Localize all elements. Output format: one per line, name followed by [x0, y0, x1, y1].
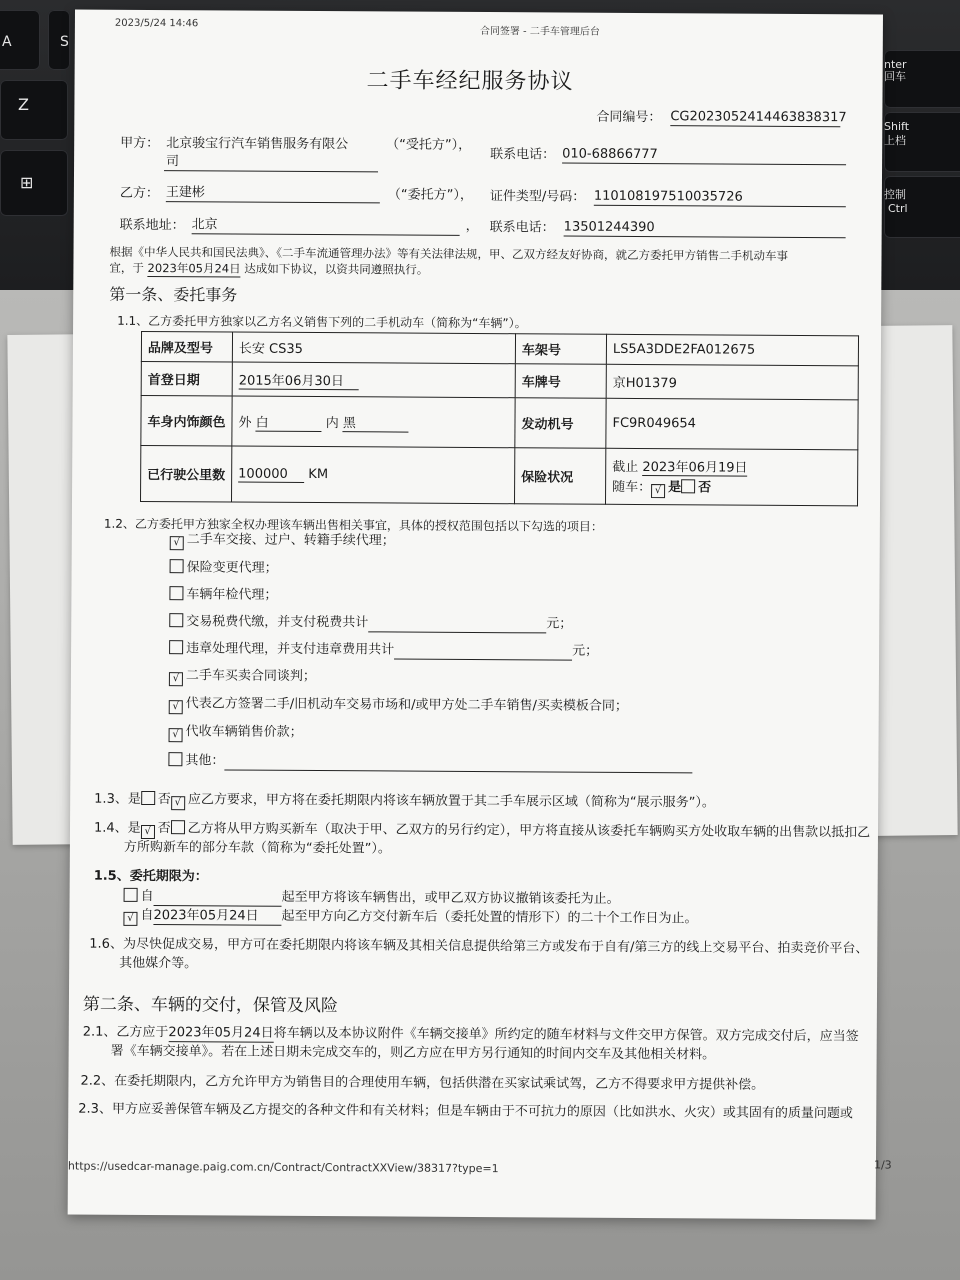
clause-1-3-no-label: 否: [157, 792, 171, 808]
party-a-label: 甲方：: [120, 135, 160, 152]
mileage-unit: KM: [308, 466, 329, 482]
key-win: [0, 150, 68, 216]
clause-1-2: 1.2、乙方委托甲方独家全权办理该车辆出售相关事宜，具体的授权范围包括以下勾选的项目：: [103, 516, 603, 534]
clause-1-4-text: 乙方将从甲方购买新车（取决于甲、乙双方的另行约定），甲方将直接从该委托车辆购买方处收取车辆的出售款以抵扣乙: [187, 821, 871, 841]
intro-line-2: [109, 260, 428, 279]
option-sign-contract-checkbox[interactable]: [169, 700, 183, 714]
clause-1-4-no-label: 否: [157, 821, 171, 837]
clause-1-3: [94, 791, 715, 814]
mileage-value: 100000: [238, 466, 304, 482]
insurance-until-label: 截止: [612, 459, 639, 475]
party-b-label: 乙方：: [119, 185, 159, 202]
print-timestamp: 2023/5/24 14:46: [114, 17, 199, 30]
insurance-no-checkbox[interactable]: [681, 479, 695, 493]
address-comma: ，: [465, 218, 479, 235]
option-transfer-label: 二手车交接、过户、转籍手续代理；: [186, 532, 395, 549]
clause-2-1-cont: 署《车辆交接单》。若在上述日期未完成交车的，则乙方应在甲方另行通知的时间内交车及其他相关材料。: [110, 1043, 716, 1063]
key-enter-label-cn: 回车: [884, 70, 906, 83]
address-value: 北京: [192, 217, 460, 236]
party-b-name: 王建彬: [166, 185, 380, 203]
color-label: 车身内饰颜色: [141, 395, 232, 446]
windows-icon: ⊞: [20, 173, 34, 192]
option-transfer: [170, 532, 395, 551]
reg-date-label: 首登日期: [141, 361, 232, 396]
intro-date: 2023年05月24日: [147, 260, 241, 276]
insurance-with-row: [612, 475, 851, 498]
clause-1-4-cont: 方所购新车的部分车款（简称为“委托处置”）。: [123, 839, 391, 857]
clause-2-1: [83, 1025, 859, 1047]
party-a-phone: 010-68866777: [562, 147, 846, 166]
clause-1-3-no-checkbox[interactable]: [171, 796, 185, 810]
party-b-phone-label: 联系电话：: [489, 220, 555, 236]
plate-label: 车牌号: [515, 364, 606, 399]
option-other: [168, 752, 692, 773]
page-header: 合同签署 - 二手车管理后台: [479, 26, 600, 38]
document-title: 二手车经纪服务协议: [366, 68, 574, 95]
option-insurance-checkbox[interactable]: [170, 559, 184, 573]
insurance-cell: [605, 448, 857, 506]
key-enter-label: nter: [884, 58, 907, 71]
party-a-phone-label: 联系电话：: [490, 147, 556, 163]
term-option-1-checkbox[interactable]: [124, 888, 138, 902]
party-a-role: （“受托方”），: [386, 137, 472, 153]
clause-1-1: 1.1、乙方委托甲方独家以乙方名义销售下列的二手机动车（简称为“车辆”）。: [117, 313, 527, 331]
option-insurance: [170, 559, 278, 577]
option-violation-unit: 元；: [572, 643, 599, 659]
party-b-phone: 13501244390: [564, 220, 846, 239]
clause-2-3: 2.3、甲方应妥善保管车辆及乙方提交的各种文件和有关材料；但是车辆由于不可抗力的原因（比如洪水、火灾）或其固有的质量问题或: [78, 1101, 854, 1122]
option-other-checkbox[interactable]: [168, 752, 182, 766]
term-option-2-checkbox[interactable]: [123, 912, 137, 926]
key-s-label: S: [60, 34, 69, 50]
insurance-yes-checkbox[interactable]: [651, 484, 665, 498]
option-insurance-label: 保险变更代理；: [186, 560, 278, 576]
clause-1-6-cont: 其他媒介等。: [119, 955, 198, 972]
reg-date-value: 2015年06月30日: [239, 369, 359, 390]
contract-page: [67, 10, 892, 1220]
intro-line-2-prefix: 宜，于: [109, 260, 144, 275]
option-sign-contract-label: 代表乙方签署二手/旧机动车交易市场和/或甲方处二手车销售/买卖模板合同；: [185, 696, 628, 714]
party-a-name-cont: 司: [166, 154, 180, 170]
address-label: 联系地址：: [119, 217, 185, 234]
option-other-label: 其他：: [185, 753, 225, 769]
option-violation-label: 违章处理代理，并支付违章费用共计: [186, 641, 395, 658]
term-option-2-date: 2023年05月24日: [153, 908, 281, 926]
key-a-label: A: [2, 34, 12, 50]
footer-url: https://usedcar-manage.paig.com.cn/Contract/ContractXXView/38317?type=1: [67, 1159, 499, 1176]
term-option-2: [123, 908, 697, 930]
mileage-label: 已行驶公里数: [141, 445, 232, 502]
insurance-no-label: 否: [698, 479, 712, 495]
section-2-title: 第二条、车辆的交付，保管及风险: [82, 994, 338, 1017]
plate-value: 京H01379: [606, 364, 858, 400]
clause-1-4-yes-label: 1.4、是: [93, 820, 141, 836]
section-1-title: 第一条、委托事务: [109, 284, 238, 305]
engine-label: 发动机号: [515, 398, 606, 449]
contract-no: CG2023052414463838317: [670, 109, 847, 126]
clause-1-3-yes-label: 1.3、是: [94, 791, 141, 807]
reg-date-cell: [232, 362, 515, 398]
option-violation: [169, 640, 598, 661]
id-value: 110108197510035726: [594, 189, 846, 208]
option-tax-label: 交易税费代缴，并支付税费共计: [186, 614, 369, 631]
vehicle-table: [140, 331, 859, 506]
mileage-cell: [232, 446, 515, 504]
term-option-2-text: 起至甲方向乙方交付新车后（委托处置的情形下）的二十个工作日为止。: [281, 908, 698, 927]
option-tax-checkbox[interactable]: [169, 613, 183, 627]
color-in-label: 内: [325, 415, 339, 431]
option-negotiation: [169, 668, 316, 687]
term-option-1-from: 自: [140, 888, 154, 905]
insurance-yes-label: 是: [668, 479, 682, 495]
clause-1-5: 1.5、委托期限为：: [93, 868, 208, 885]
key-z: [0, 80, 68, 140]
option-inspection-checkbox[interactable]: [169, 586, 183, 600]
color-out-value: 白: [256, 411, 322, 431]
party-a-underline: [164, 170, 378, 172]
option-negotiation-label: 二手车买卖合同谈判；: [185, 668, 316, 685]
insurance-until-row: [612, 455, 851, 476]
clause-2-2: 2.2、在委托期限内，乙方允许甲方为销售目的合理使用车辆，包括供潜在买家试乘试驾，乙方不得要求甲方提供补偿。: [80, 1073, 765, 1093]
contract-no-label: 合同编号：: [596, 109, 662, 126]
engine-value: FC9R049654: [606, 398, 858, 450]
brand-label: 品牌及型号: [141, 331, 232, 362]
insurance-until-value: 2023年06月19日: [642, 456, 747, 477]
option-collect-payment-label: 代收车辆销售价款；: [185, 724, 303, 740]
option-violation-checkbox[interactable]: [169, 640, 183, 654]
term-option-1: [124, 888, 620, 909]
term-option-1-text: 起至甲方将该车辆售出，或甲乙双方协议撤销该委托为止。: [281, 889, 620, 907]
insurance-with-label: 随车：: [612, 479, 652, 495]
clause-1-6: 1.6、为尽快促成交易，甲方可在委托期限内将该车辆及其相关信息提供给第三方或发布于自有/第三方的线上交易平台、拍卖竞价平台、: [89, 936, 869, 957]
option-tax-unit: 元；: [546, 616, 573, 632]
clause-1-3-text: 应乙方要求，甲方将在委托期限内将该车辆放置于其二手车展示区域（简称为“展示服务”）。: [187, 792, 715, 811]
clause-1-4-no-checkbox[interactable]: [171, 820, 185, 834]
clause-2-1-prefix: 2.1、乙方应于: [82, 1024, 169, 1041]
term-option-2-from: 自: [140, 907, 154, 924]
key-shift-label: Shift: [884, 120, 910, 133]
option-transfer-checkbox[interactable]: [170, 536, 184, 550]
intro-line-2-suffix: 达成如下协议，以资共同遵照执行。: [244, 261, 429, 277]
key-z-label: Z: [18, 95, 29, 114]
insurance-label: 保险状况: [514, 448, 605, 505]
key-ctrl-label: Ctrl: [888, 202, 908, 215]
vin-label: 车架号: [515, 334, 606, 365]
option-inspection: [169, 586, 277, 604]
option-inspection-label: 车辆年检代理；: [186, 587, 278, 603]
option-collect-payment: [169, 724, 303, 743]
key-ctrl-label-cn: 控制: [884, 188, 906, 201]
brand-value: 长安 CS35: [232, 332, 515, 364]
page-number: 1/3: [873, 1158, 892, 1172]
clause-1-3-yes-checkbox[interactable]: [141, 791, 155, 805]
party-a-name: 北京骏宝行汽车销售服务有限公: [166, 136, 349, 153]
color-cell: [232, 396, 515, 448]
color-out-label: 外: [238, 415, 252, 431]
intro-line-1: 根据《中华人民共和国民法典》、《二手车流通管理办法》等有关法律法规，甲、乙双方经友好协商，就乙方委托甲方销售二手机动车事: [109, 244, 789, 263]
option-sign-contract: [169, 696, 628, 717]
option-tax: [169, 613, 572, 633]
clause-2-1-date: 2023年05月24日: [168, 1025, 274, 1041]
vin-value: LS5A3DDE2FA012675: [606, 334, 858, 366]
clause-2-1-text: 将车辆以及本协议附件《车辆交接单》所约定的随车材料与文件交甲方保管。双方完成交付后，应当签: [273, 1025, 859, 1045]
color-in-value: 黑: [343, 412, 409, 432]
option-collect-payment-checkbox[interactable]: [169, 728, 183, 742]
clause-1-4-yes-checkbox[interactable]: [141, 825, 155, 839]
key-shift-label-cn: 上档: [884, 134, 906, 147]
id-label: 证件类型/号码：: [489, 189, 586, 205]
option-negotiation-checkbox[interactable]: [169, 672, 183, 686]
party-b-role: （“委托方”），: [387, 187, 473, 203]
